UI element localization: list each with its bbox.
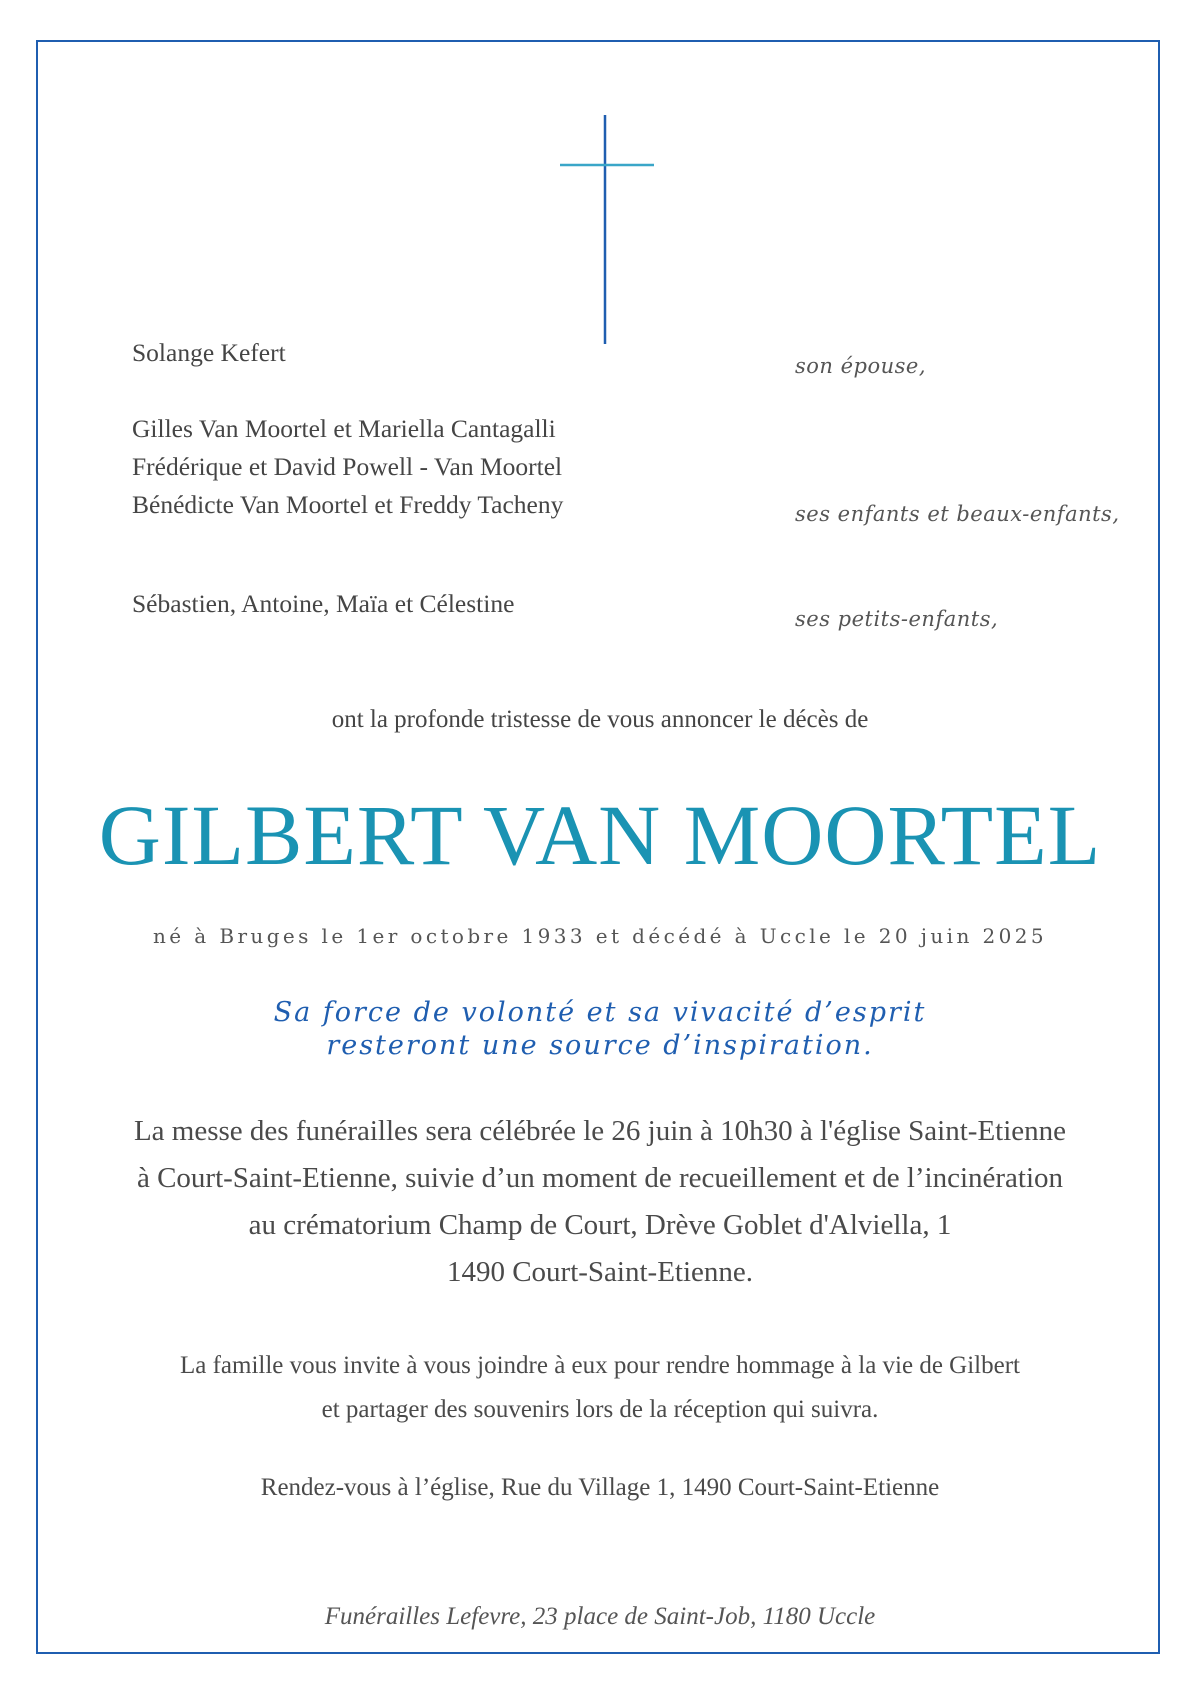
quote-line: resteront une source d’inspiration. [326, 1030, 874, 1061]
announcement-text: ont la profonde tristesse de vous annoncer le décès de [331, 706, 869, 733]
deceased-name: GILBERT VAN MOORTEL [98, 787, 1102, 883]
birth-death-dates: né à Bruges le 1er octobre 1933 et décédé à Uccle le 20 juin 2025 [153, 924, 1047, 948]
family-name-line: Frédérique et David Powell - Van Moortel [132, 452, 563, 481]
ceremony-line: à Court-Saint-Etienne, suivie d’un moment de recueillement et de l’incinération [136, 1162, 1064, 1194]
grandchildren-names [132, 585, 514, 623]
family-name-line: Bénédicte Van Moortel et Freddy Tacheny [132, 490, 564, 519]
spouse-relation: son épouse, [795, 354, 927, 378]
family-name-line: Sébastien, Antoine, Maïa et Célestine [132, 589, 515, 618]
cross-icon [0, 0, 1200, 360]
invitation-line: et partager des souvenirs lors de la réception qui suivra. [321, 1396, 879, 1423]
family-name-line: Gilles Van Moortel et Mariella Cantagalli [132, 414, 556, 443]
meeting-point: Rendez-vous à l’église, Rue du Village 1, 1490 Court-Saint-Etienne [260, 1474, 940, 1501]
invitation-line: La famille vous invite à vous joindre à eux pour rendre hommage à la vie de Gilbert [179, 1352, 1020, 1379]
ceremony-line: 1490 Court-Saint-Etienne. [446, 1256, 754, 1288]
grandchildren-relation: ses petits-enfants, [795, 607, 999, 631]
undertaker-footer: Funérailles Lefevre, 23 place de Saint-Job, 1180 Uccle [324, 1603, 876, 1630]
reception-invitation [0, 1344, 1200, 1432]
quote-line: Sa force de volonté et sa vivacité d’esprit [273, 997, 927, 1028]
spouse-names [132, 334, 286, 372]
ceremony-details [0, 1108, 1200, 1296]
children-relation: ses enfants et beaux-enfants, [795, 502, 1120, 526]
memorial-quote [0, 996, 1200, 1062]
children-names [132, 410, 563, 524]
family-name-line: Solange Kefert [132, 338, 286, 367]
ceremony-line: au crématorium Champ de Court, Drève Goblet d'Alviella, 1 [248, 1209, 952, 1241]
ceremony-line: La messe des funérailles sera célébrée le 26 juin à 10h30 à l'église Saint-Etienne [133, 1115, 1067, 1147]
